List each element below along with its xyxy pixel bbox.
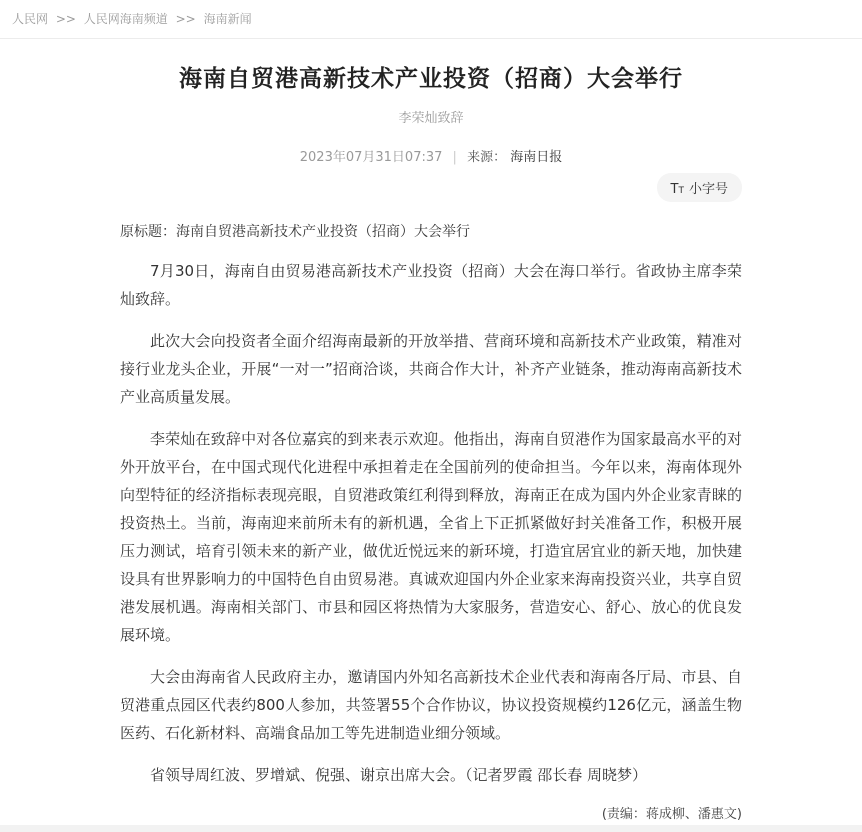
breadcrumb-link-news[interactable]: 海南新闻 [203, 12, 252, 26]
editor-credit: (责编：蒋成柳、潘惠文) [601, 807, 742, 823]
font-size-label: 小字号 [688, 182, 728, 198]
article-meta [120, 146, 742, 165]
paragraph: 李荣灿在致辞中对各位嘉宾的到来表示欢迎。他指出，海南自贸港作为国家最高水平的对外开放平台，在中国式现代化进程中承担着走在全国前列的使命担当。今年以来，海南体现外向型特征的经济指标表现亮眼，自贸港政策红利得到释放，海南正在成为国内外企业家青睐的投资热土。当前，海南迎来前所未有的新机遇，全省上下正抓紧做好封关准备工作，积极开展压力测试，培育引领未来的新产业，做优近悦远来的新环境，打造宜居宜业的新天地，加快建设具有世界影响力的中国特色自由贸易港。真诚欢迎国内外企业家来海南投资兴业，共享自贸港发展机遇。海南相关部门、市县和园区将热情为大家服务，营造安心、舒心、放心的优良发展环境。 [120, 430, 742, 645]
font-size-button[interactable] [657, 173, 742, 202]
original-title: 原标题：海南自贸港高新技术产业投资（招商）大会举行 [120, 224, 470, 241]
breadcrumb-separator: >> [175, 12, 196, 26]
article-subtitle: 李荣灿致辞 [398, 111, 464, 127]
font-size-icon: T [670, 182, 679, 198]
source-label: 来源： [467, 150, 507, 166]
article-body [120, 257, 742, 789]
paragraph: 省领导周红波、罗增斌、倪强、谢京出席大会。（记者罗霞 邵长春 周晓梦） [150, 766, 648, 785]
meta-separator: | [452, 150, 457, 166]
font-size-icon-small: T [678, 186, 684, 197]
paragraph: 此次大会向投资者全面介绍海南最新的开放举措、营商环境和高新技术产业政策，精准对接行业龙头企业，开展“一对一”招商洽谈，共商合作大计，补齐产业链条，推动海南高新技术产业高质量发展。 [120, 332, 742, 407]
bottom-divider [0, 825, 862, 832]
breadcrumb-separator: >> [55, 12, 76, 26]
article-container [120, 63, 742, 822]
paragraph: 7月30日，海南自由贸易港高新技术产业投资（招商）大会在海口举行。省政协主席李荣灿致辞。 [120, 262, 742, 309]
publish-date: 2023年07月31日07:37 [299, 150, 443, 166]
paragraph: 大会由海南省人民政府主办，邀请国内外知名高新技术企业代表和海南各厅局、市县、自贸港重点园区代表约800人参加，共签署55个合作协议，协议投资规模约126亿元，涵盖生物医药、石化新材料、高端食品加工等先进制造业细分领域。 [120, 668, 742, 743]
source-link[interactable]: 海南日报 [510, 150, 563, 166]
page-title: 海南自贸港高新技术产业投资（招商）大会举行 [179, 66, 683, 92]
breadcrumb-link-channel[interactable]: 人民网海南频道 [83, 12, 168, 26]
breadcrumb-link-home[interactable]: 人民网 [12, 12, 49, 26]
article-toolbar [120, 173, 742, 202]
breadcrumb [0, 0, 862, 39]
